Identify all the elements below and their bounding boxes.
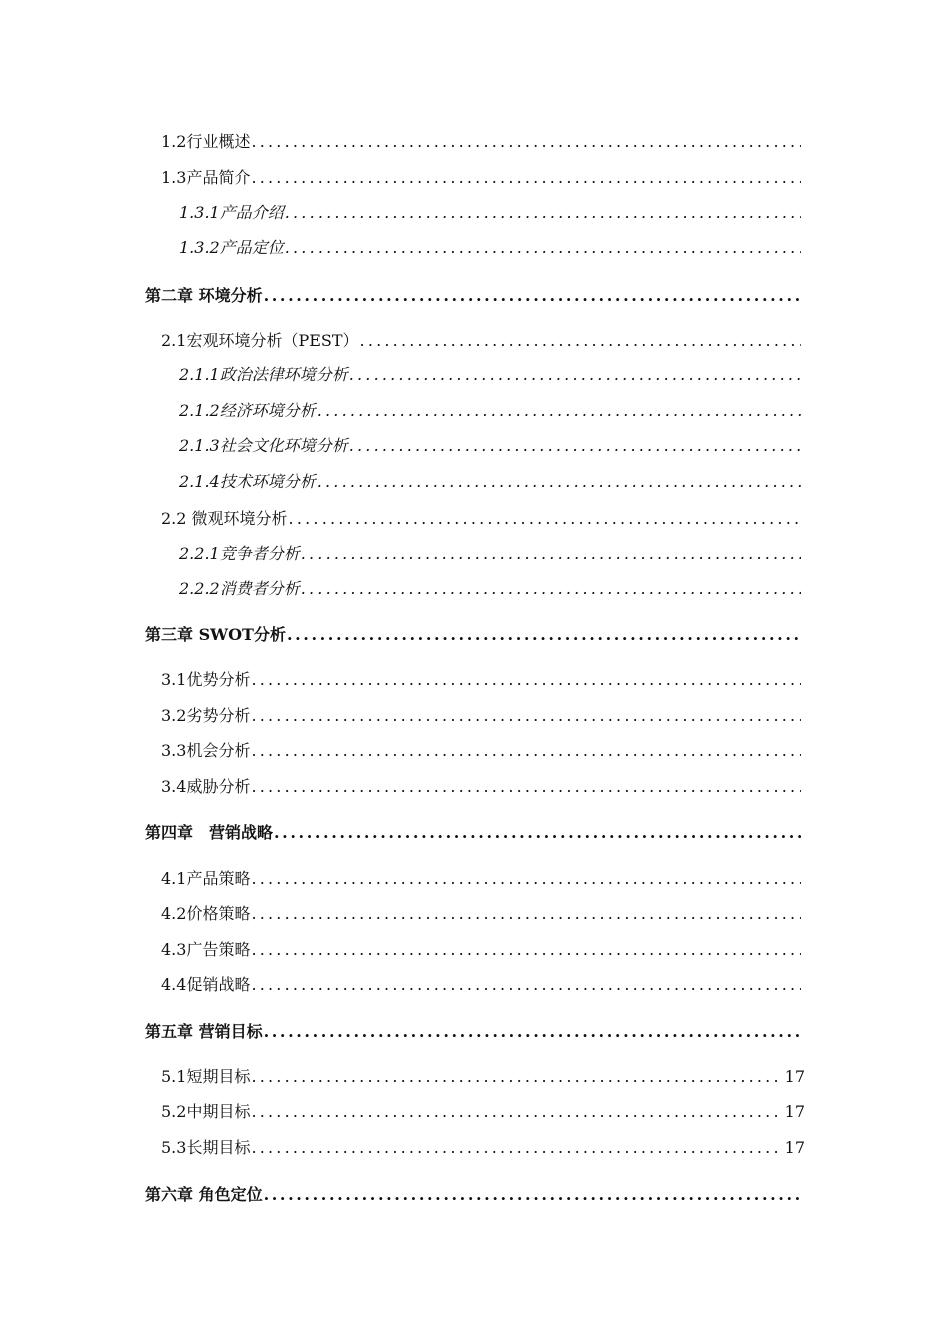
toc-entry-label: 2.1.4技术环境分析 — [179, 472, 316, 491]
dot-leader — [285, 203, 801, 222]
toc-entry-5-3[interactable] — [161, 1135, 805, 1158]
toc-chapter-label: 第三章 SWOT分析 — [145, 625, 286, 644]
toc-entry-4-2[interactable] — [161, 901, 801, 924]
dot-leader — [251, 975, 801, 994]
dot-leader — [251, 1067, 782, 1086]
toc-entry-label: 2.1宏观环境分析（PEST） — [161, 331, 359, 350]
toc-entry-label: 2.2 微观环境分析 — [161, 509, 288, 528]
toc-entry-5-2[interactable] — [161, 1099, 805, 1122]
dot-leader — [264, 286, 801, 305]
dot-leader — [274, 823, 801, 842]
toc-entry-2-1-3[interactable] — [179, 433, 801, 456]
dot-leader — [264, 1185, 801, 1204]
toc-entry-label: 2.2.1竞争者分析 — [179, 544, 300, 563]
toc-chapter-label: 第五章 营销目标 — [145, 1022, 263, 1041]
toc-chapter-label: 第二章 环境分析 — [145, 286, 263, 305]
toc-entry-label: 1.3.1产品介绍 — [179, 203, 284, 222]
toc-entry-label: 3.4威胁分析 — [161, 777, 251, 796]
dot-leader — [264, 1022, 801, 1041]
dot-leader — [287, 625, 801, 644]
toc-entry-2-1-4[interactable] — [179, 469, 801, 492]
toc-chapter-6[interactable] — [145, 1182, 801, 1205]
dot-leader — [251, 168, 801, 187]
toc-entry-1-3[interactable] — [161, 165, 801, 188]
toc-chapter-5[interactable] — [145, 1019, 801, 1042]
dot-leader — [251, 904, 801, 923]
dot-leader — [251, 777, 801, 796]
dot-leader — [360, 331, 801, 350]
toc-chapter-label: 第四章 营销战略 — [145, 823, 274, 842]
toc-entry-label: 4.2价格策略 — [161, 904, 251, 923]
page-number: 17 — [784, 1138, 805, 1157]
toc-entry-label: 1.2行业概述 — [161, 132, 251, 151]
dot-leader — [317, 472, 801, 491]
toc-chapter-4[interactable] — [145, 820, 801, 843]
dot-leader — [285, 238, 801, 257]
dot-leader — [251, 1138, 782, 1157]
toc-entry-label: 2.1.3社会文化环境分析 — [179, 436, 348, 455]
dot-leader — [317, 401, 801, 420]
toc-entry-4-3[interactable] — [161, 937, 801, 960]
toc-entry-label: 2.1.2经济环境分析 — [179, 401, 316, 420]
dot-leader — [301, 579, 801, 598]
toc-entry-label: 1.3产品简介 — [161, 168, 251, 187]
toc-entry-label: 4.4促销战略 — [161, 975, 251, 994]
toc-entry-label: 5.3长期目标 — [161, 1138, 251, 1157]
toc-entry-label: 4.1产品策略 — [161, 869, 251, 888]
toc-entry-label: 3.2劣势分析 — [161, 706, 251, 725]
toc-entry-3-1[interactable] — [161, 667, 801, 690]
toc-entry-label: 4.3广告策略 — [161, 940, 251, 959]
toc-entry-label: 5.1短期目标 — [161, 1067, 251, 1086]
toc-chapter-label: 第六章 角色定位 — [145, 1185, 263, 1204]
toc-entry-2-1-2[interactable] — [179, 398, 801, 421]
dot-leader — [251, 940, 801, 959]
toc-entry-2-1[interactable] — [161, 328, 801, 351]
toc-entry-5-1[interactable] — [161, 1064, 805, 1087]
toc-entry-label: 3.1优势分析 — [161, 670, 251, 689]
toc-entry-1-3-2[interactable] — [179, 235, 801, 258]
toc-entry-label: 3.3机会分析 — [161, 741, 251, 760]
toc-entry-2-2[interactable] — [161, 506, 801, 529]
toc-chapter-3[interactable] — [145, 622, 801, 645]
dot-leader — [251, 869, 801, 888]
toc-entry-4-4[interactable] — [161, 972, 801, 995]
toc-entry-2-2-1[interactable] — [179, 541, 801, 564]
dot-leader — [349, 436, 801, 455]
toc-entry-label: 5.2中期目标 — [161, 1102, 251, 1121]
toc-entry-4-1[interactable] — [161, 866, 801, 889]
dot-leader — [251, 741, 801, 760]
page-number: 17 — [784, 1102, 805, 1121]
toc-entry-3-2[interactable] — [161, 703, 801, 726]
dot-leader — [289, 509, 801, 528]
dot-leader — [251, 1102, 782, 1121]
dot-leader — [251, 706, 801, 725]
page-number: 17 — [784, 1067, 805, 1086]
dot-leader — [349, 365, 801, 384]
toc-entry-3-3[interactable] — [161, 738, 801, 761]
toc-entry-1-2[interactable] — [161, 129, 801, 152]
toc-entry-label: 1.3.2产品定位 — [179, 238, 284, 257]
toc-entry-label: 2.1.1政治法律环境分析 — [179, 365, 348, 384]
toc-entry-3-4[interactable] — [161, 774, 801, 797]
toc-entry-2-1-1[interactable] — [179, 362, 801, 385]
toc-entry-1-3-1[interactable] — [179, 200, 801, 223]
toc-entry-label: 2.2.2消费者分析 — [179, 579, 300, 598]
dot-leader — [251, 670, 801, 689]
toc-entry-2-2-2[interactable] — [179, 576, 801, 599]
dot-leader — [251, 132, 801, 151]
dot-leader — [301, 544, 801, 563]
toc-chapter-2[interactable] — [145, 283, 801, 306]
